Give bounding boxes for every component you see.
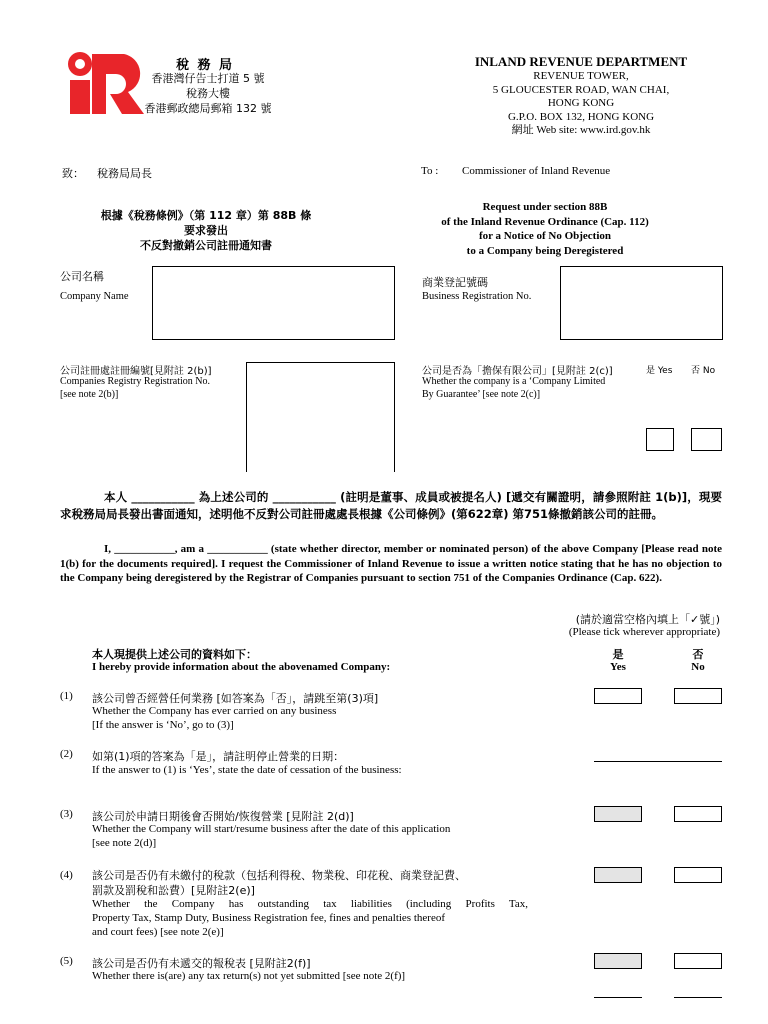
question-5-yes-checkbox[interactable] [594, 953, 642, 969]
question-2-cn: 如第(1)項的答案為「是」，請註明停止營業的日期： [92, 750, 345, 763]
business-registration-field[interactable] [560, 266, 723, 340]
tick-note-en: (Please tick wherever appropriate) [568, 626, 720, 638]
question-5-en: Whether there is(are) any tax return(s) not yet submitted [see note 2(f)] [92, 970, 406, 982]
question-3-yes-checkbox[interactable] [594, 806, 642, 822]
en-address: REVENUE TOWER, 5 GLOUCESTER ROAD, WAN CHAI, HONG KONG G.P.O. BOX 132, HONG KONG 網址 Web site: www.ird.gov.hk [452, 70, 710, 138]
cn-department-title: 稅 務 局 [175, 58, 235, 73]
website: 網址 Web site: www.ird.gov.hk [511, 124, 651, 136]
question-4-number: (4) [60, 869, 73, 881]
question-1-en: Whether the Company has ever carried on any business [If the answer is ‘No’, go to (3)] [92, 705, 337, 731]
company-name-label-en: Company Name [60, 291, 129, 302]
question-4-no-checkbox[interactable] [674, 867, 722, 883]
clg-yes-label: 是 Yes [646, 366, 673, 376]
question-4-yes-checkbox[interactable] [594, 867, 642, 883]
no-header-cn: 否 [692, 648, 704, 661]
question-3-cn: 該公司於申請日期後會否開始/恢復營業 [見附註 2(d)] [92, 810, 354, 823]
clg-label-cn: 公司是否為「擔保有限公司」[見附註 2(c)] [422, 366, 613, 377]
logo-i-stem [70, 80, 90, 114]
cr-no-label-cn: 公司註冊處註冊編號[見附註 2(b)] [60, 366, 212, 377]
question-3-number: (3) [60, 808, 73, 820]
question-5-cn: 該公司是否仍有未遞交的報稅表 [見附註2(f)] [92, 957, 311, 970]
declaration-en: I, ___________, am a ___________ (state whether director, member or nominated person) of the above Company [Please read note 1(b) for the documents required]. I request the Commissioner of Inland Revenue to issue a written notice stating that he has no objection to the Company being deregistered by the Registrar of Companies pursuant to section 751 of the Companies Ordinance (Cap. 622). [60, 543, 722, 584]
question-5-number: (5) [60, 955, 73, 967]
question-1-cn: 該公司曾否經營任何業務 [如答案為「否」，請跳至第(3)項] [92, 692, 379, 705]
question-4-en: Whether the Company has outstanding tax liabilities (including Profits Tax, Property Tax, Stamp Duty, Business Registration fee, fines and penalties thereof and court fees) [see note 2(e)] [92, 898, 528, 938]
question-2-en: If the answer to (1) is ‘Yes’, state the date of cessation of the business: [92, 764, 402, 776]
brn-label-en: Business Registration No. [422, 291, 532, 302]
company-name-label-cn: 公司名稱 [60, 270, 104, 283]
question-5-no-checkbox[interactable] [674, 953, 722, 969]
cn-address: 香港灣仔告士打道 5 號 稅務大樓 香港郵政總局郵箱 132 號 [144, 72, 272, 115]
question-1-no-checkbox[interactable] [674, 688, 722, 704]
info-intro-cn: 本人現提供上述公司的資料如下： [92, 648, 257, 661]
to-value-en: Commissioner of Inland Revenue [462, 165, 611, 177]
to-value-cn: 稅務局局長 [97, 167, 152, 180]
continuation-line-yes [594, 997, 642, 998]
cessation-date-field[interactable] [594, 761, 722, 762]
ird-logo [66, 48, 146, 118]
form-title-en: Request under section 88B of the Inland Revenue Ordinance (Cap. 112) for a Notice of No Objection to a Company being Deregistered [441, 201, 649, 257]
continuation-line-no [674, 997, 722, 998]
yes-header-cn: 是 [612, 648, 624, 661]
declaration-cn: 本人 ___________ 為上述公司的 ___________ (註明是董事、成員或被提名人) [遞交有關證明，請參照附註 1(b)]，現要求稅務局局長發出書面通知，述明他不反對公司註冊處處長根據《公司條例》(第622章) 第751條撤銷該公司的註冊。 [60, 490, 722, 521]
clg-yes-checkbox[interactable] [646, 428, 674, 451]
form-title-cn: 根據《稅務條例》（第 112 章）第 88B 條 要求發出 不反對撤銷公司註冊通知書 [100, 209, 312, 252]
info-intro-en: I hereby provide information about the abovenamed Company: [92, 661, 391, 673]
question-2-number: (2) [60, 748, 73, 760]
to-label-en: To : [421, 165, 439, 177]
clg-no-label: 否 No [691, 366, 716, 376]
tick-note-cn: (請於適當空格內填上「✓號」) [575, 613, 720, 626]
no-header-en: No [691, 661, 705, 673]
question-3-en: Whether the Company will start/resume business after the date of this application [see note 2(d)] [92, 823, 451, 849]
en-department-title: INLAND REVENUE DEPARTMENT [474, 54, 688, 69]
cr-no-label-en: Companies Registry Registration No. [see note 2(b)] [60, 376, 210, 400]
question-1-yes-checkbox[interactable] [594, 688, 642, 704]
to-label-cn: 致： [62, 167, 84, 180]
brn-label-cn: 商業登記號碼 [422, 276, 488, 289]
question-4-cn: 該公司是否仍有未繳付的稅款（包括利得稅、物業稅、印花稅、商業登記費、 罰款及罰稅和訟費）[見附註2(e)] [92, 869, 466, 897]
question-3-no-checkbox[interactable] [674, 806, 722, 822]
question-1-number: (1) [60, 690, 73, 702]
yes-header-en: Yes [610, 661, 626, 673]
cr-registration-field[interactable] [246, 362, 395, 472]
company-name-field[interactable] [152, 266, 395, 340]
clg-label-en: Whether the company is a ‘Company Limited By Guarantee’ [see note 2(c)] [422, 376, 606, 400]
clg-no-checkbox[interactable] [691, 428, 722, 451]
